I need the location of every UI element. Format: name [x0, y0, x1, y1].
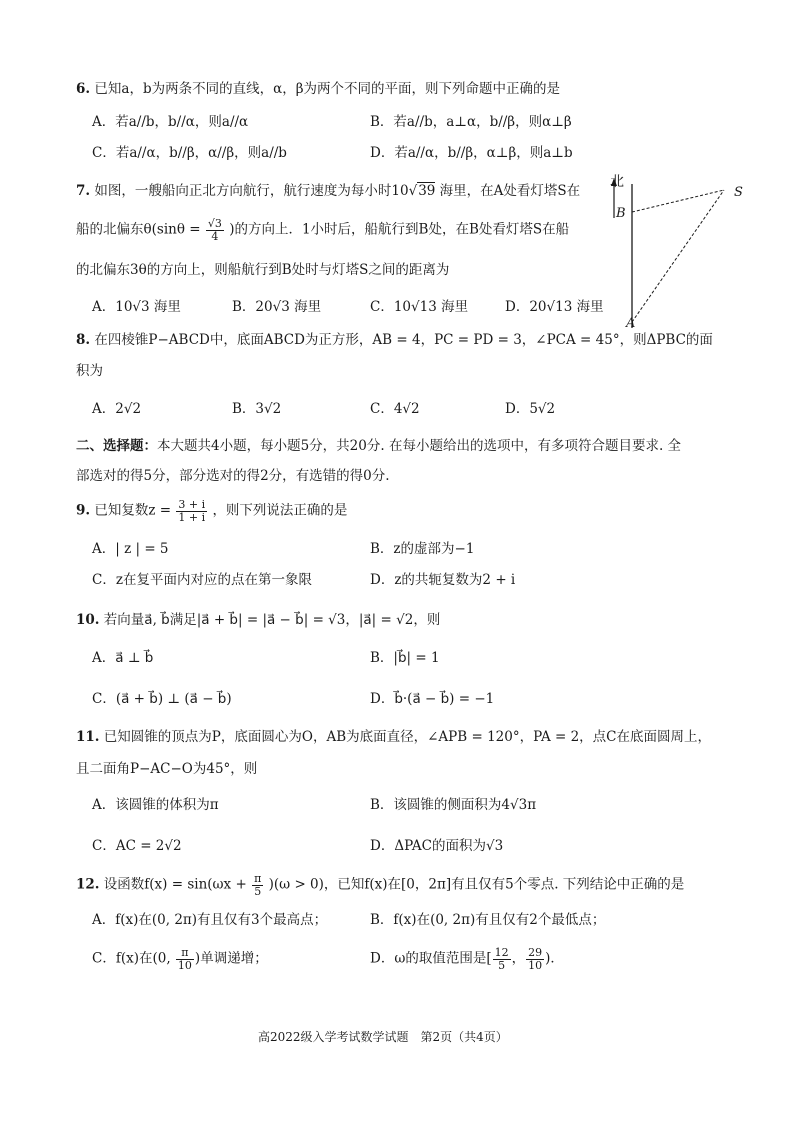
- q12-option-c: [92, 947, 268, 971]
- q6-option-c: C．若a//α，b//β，α//β，则a//b: [92, 145, 287, 161]
- q7-line1: 7. 如图，一艘船向正北方向航行，航行速度为每小时10√39 海里，在A处看灯塔S在: [76, 183, 581, 199]
- line-a-s: [632, 190, 724, 322]
- q12-option-d-sep: ，: [511, 950, 526, 967]
- q9-option-c: C．z在复平面内对应的点在第一象限: [92, 572, 312, 588]
- q7-line1-a: 如图，一艘船向正北方向航行，航行速度为每小时10: [94, 183, 409, 199]
- q7-sin-fraction: $\frac{√3}{4}$: [207, 217, 222, 243]
- point-b-label: B: [616, 206, 626, 221]
- q6-option-b: B．若a//b，a⊥α，b//β，则α⊥β: [370, 114, 572, 130]
- q11-line1: [76, 731, 711, 745]
- q12-stem-b: )(ω > 0)，已知f(x)在[0，2π]有且仅有5个零点. 下列结论中正确的是: [268, 876, 685, 893]
- q11-option-d: D．ΔPAC的面积为√3: [370, 838, 504, 854]
- q12-option-c-fraction: $\frac{\pi}{10}$: [177, 946, 192, 972]
- q6-stem: [76, 83, 560, 97]
- q8-line2: 积为: [76, 363, 103, 379]
- q9-stem-a: 已知复数z =: [94, 502, 172, 519]
- q9-option-a: A．| z | = 5: [92, 541, 169, 557]
- q10-stem: [76, 614, 440, 628]
- q7-number: 7.: [76, 183, 91, 199]
- q10-number: 10.: [76, 612, 100, 628]
- q12-option-d-a: D．ω的取值范围是[: [370, 950, 492, 967]
- q6-number: 6.: [76, 81, 91, 97]
- q9-stem-b: ，则下列说法正确的是: [212, 502, 348, 519]
- q12-option-d-fraction2: $\frac{29}{10}$: [528, 946, 543, 972]
- q12-phase-fraction: $\frac{\pi}{5}$: [254, 872, 262, 898]
- q11-option-b: B．该圆锥的侧面积为4√3π: [370, 797, 537, 813]
- q12-stem-a: 设函数f(x) = sin(ωx +: [103, 876, 247, 893]
- section2-line1: [76, 440, 681, 454]
- q7-line1-b: 海里，在A处看灯塔S在: [439, 183, 581, 199]
- q7-line2-a: 船的北偏东θ(sinθ =: [76, 221, 201, 238]
- q6-option-d: D．若a//α，b//β，α⊥β，则a⊥b: [370, 145, 573, 161]
- q7-root: 39: [418, 183, 436, 199]
- q7-figure: [600, 170, 760, 330]
- q7-line3: 的北偏东3θ的方向上，则船航行到B处时与灯塔S之间的距离为: [76, 262, 450, 278]
- q7-option-c: C．10√13 海里: [370, 299, 469, 315]
- q11-option-a: A．该圆锥的体积为π: [92, 797, 219, 813]
- q12-number: 12.: [76, 876, 100, 893]
- section2-text: 本大题共4小题，每小题5分，共20分. 在每小题给出的选项中，有多项符合题目要求. 全: [157, 438, 682, 454]
- q7-option-a: A．10√3 海里: [92, 299, 181, 315]
- q8-text: 在四棱锥P−ABCD中，底面ABCD为正方形，AB = 4，PC = PD = 3，∠PCA = 45°，则ΔPBC的面: [94, 332, 713, 348]
- q7-option-d: D．20√13 海里: [505, 299, 604, 315]
- section2-title: 二、选择题：: [76, 438, 157, 454]
- q12-option-d: [370, 947, 564, 971]
- q11-option-c: C．AC = 2√2: [92, 838, 182, 854]
- q8-option-d: D．5√2: [505, 401, 556, 417]
- north-label: 北: [610, 174, 624, 190]
- q8-option-c: C．4√2: [370, 401, 420, 417]
- q9-stem: [76, 499, 347, 523]
- q11-line2: 且二面角P−AC−O为45°，则: [76, 761, 258, 777]
- q8-option-b: B．3√2: [232, 401, 282, 417]
- q10-option-b: B．|b⃗| = 1: [370, 650, 440, 666]
- q9-option-d: D．z的共轭复数为2 + i: [370, 572, 516, 588]
- q7-line2-b: )的方向上．1小时后，船航行到B处，在B处看灯塔S在船: [229, 221, 570, 238]
- q8-option-a: A．2√2: [92, 401, 142, 417]
- q12-option-a: A．f(x)在(0, 2π)有且仅有3个最高点；: [92, 912, 328, 928]
- q9-option-b: B．z的虚部为−1: [370, 541, 475, 557]
- q9-fraction: $\frac{3 + i}{1 + i}$: [178, 498, 206, 524]
- q6-option-a: A．若a//b，b//α，则a//α: [92, 114, 249, 130]
- q9-number: 9.: [76, 502, 91, 519]
- q7-line2: [76, 218, 569, 242]
- q12-option-c-a: C．f(x)在(0,: [92, 950, 171, 967]
- q10-option-a: A．a⃗ ⊥ b⃗: [92, 650, 154, 666]
- point-a-label: A: [626, 316, 636, 330]
- q12-option-c-b: )单调递增；: [194, 950, 268, 967]
- q6-text: 已知a，b为两条不同的直线，α，β为两个不同的平面，则下列命题中正确的是: [94, 81, 561, 97]
- line-b-s: [632, 190, 724, 212]
- q12-option-d-b: )．: [545, 950, 564, 967]
- q11-text: 已知圆锥的顶点为P，底面圆心为O，AB为底面直径，∠APB = 120°，PA = 2，点C在底面圆周上，: [103, 729, 711, 745]
- q12-option-d-fraction1: $\frac{12}{5}$: [494, 946, 509, 972]
- page-footer: 高2022级入学考试数学试题 第2页（共4页）: [258, 1030, 508, 1044]
- q10-option-d: D．b⃗·(a⃗ − b⃗) = −1: [370, 691, 495, 707]
- section2-line2: 部选对的得5分，部分选对的得2分，有选错的得0分.: [76, 468, 390, 484]
- q8-number: 8.: [76, 332, 91, 348]
- q8-line1: [76, 334, 713, 348]
- q10-text: 若向量a⃗, b⃗满足|a⃗ + b⃗| = |a⃗ − b⃗| = √3，|a⃗| = √2，则: [103, 612, 441, 628]
- q12-option-b: B．f(x)在(0, 2π)有且仅有2个最低点；: [370, 912, 606, 928]
- q11-number: 11.: [76, 729, 100, 745]
- point-s-label: S: [734, 185, 743, 200]
- q7-option-b: B．20√3 海里: [232, 299, 322, 315]
- q10-option-c: C．(a⃗ + b⃗) ⊥ (a⃗ − b⃗): [92, 691, 232, 707]
- q12-stem: [76, 873, 684, 897]
